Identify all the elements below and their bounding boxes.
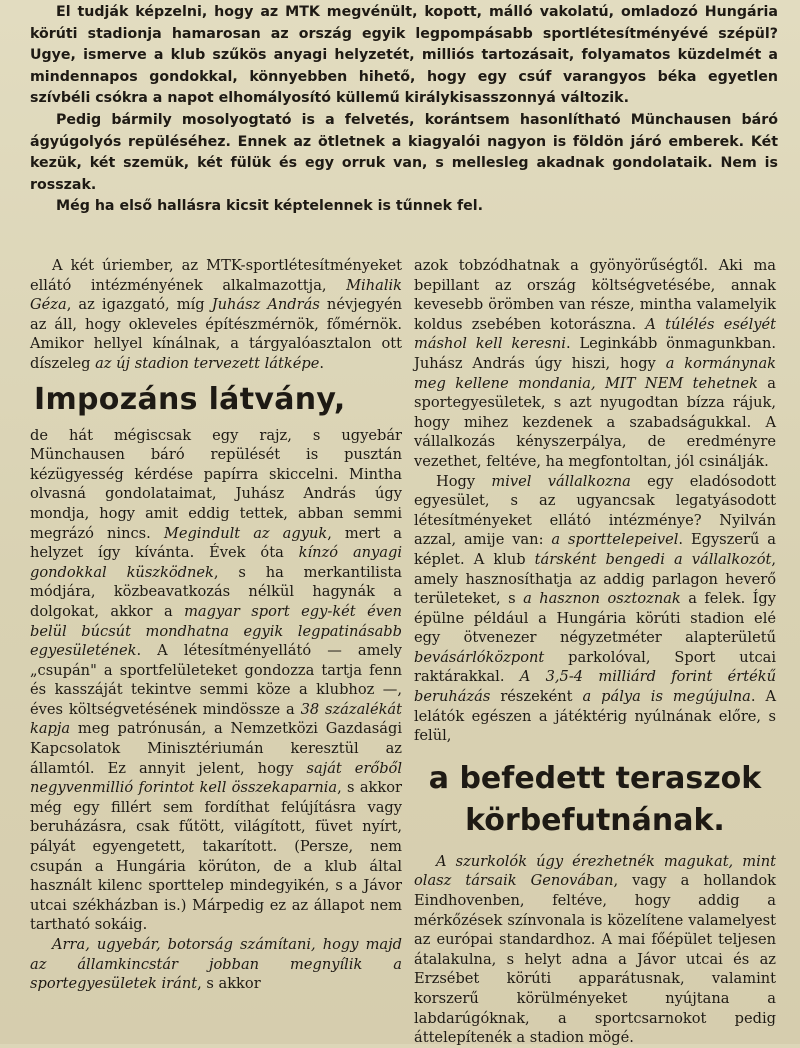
left-column xyxy=(30,256,402,994)
subheading-covered-terraces xyxy=(414,758,776,842)
subheading-line-2: körbefutnának. xyxy=(465,802,725,838)
lead-paragraph-1: El tudják képzelni, hogy az MTK megvénült, kopott, málló vakolatú, omladozó Hungária körúti stadionja hamarosan az ország egyik legpompásabb sportlétesítményévé szépül? Ugye, ismerve a klub szűkös anyagi helyzetét, milliós tartozásait, folyamatos küzdelmét a mindennapos gondokkal, könnyebben hihető, hogy egy csúf varangyos béka egyetlen szívbéli csókra a napot elhomályosító küllemű királykisasszonnyá változik. xyxy=(30,4,778,107)
right-column xyxy=(414,256,776,1048)
lead-paragraph-3: Még ha első hallásra kicsit képtelennek is tűnnek fel. xyxy=(56,198,484,215)
left-paragraph-2: de hát mégiscsak egy rajz, s ugyebár Münchausen báró repülését is pusztán kézügyesség kérdése papírra skiccelni. Mintha olvasná gondolataimat, Juhász András úgy mondja, hogy amit eddig tettek, abban semmi megrázó nincs. Megindult az agyuk, mert a helyzet így kívánta. Évek óta kínzó anyagi gondokkal küszködnek, s ha merkantilista módjára, közbeavatkozás nélkül hagynák a dolgokat, akkor a magyar sport egy-két éven belül búcsút mondhatna egyik legpatinásabb egyesületének. A létesítményellátó — amely „csupán" a sportfelületeket gondozza tartja fenn és kasszáját tekintve semmi köze a klubhoz —, éves költségvetésének mindössze a 38 százalékát kapja meg patrónusán, a Nemzetközi Gazdasági Kapcsolatok Minisztériumán keresztül az államtól. Ez annyit jelent, hogy saját erőből negyvenmillió forintot kell összekaparnia, s akkor még egy fillért sem fordíthat felújításra vagy beruházásra, csak fűtött, világított, füvet nyírt, pályát egyengetett, takarított. (Persze, nem csupán a Hungária körúton, de a klub által használt kilenc sporttelep mindegyikén, s a Jávor utcai székházban is.) Márpedig ez az állapot nem tartható sokáig. xyxy=(30,426,403,934)
article-lead xyxy=(30,2,778,218)
right-paragraph-1: azok tobzódhatnak a gyönyörűségtől. Aki ma bepillant az ország költségvetésébe, annak kevesebb örömben van része, mintha valamelyik koldus zsebében kotorászna. A túlélés esélyét máshol kell keresni. Leginkább önmagunkban. Juhász András úgy hiszi, hogy a kormánynak meg kellene mondania, MIT NEM tehetnek a sportegyesületek, s azt nyugodtan bízza rájuk, hogy mihez kezdenek a szabadságukkal. A vállalkozás kényszerpálya, de eredményre vezethet, feltéve, ha megfontoltan, jól csinálják. xyxy=(414,257,777,470)
left-paragraph-3: Arra, ugyebár, botorság számítani, hogy majd az államkincstár jobban megnyílik a sportegyesületek iránt, s akkor xyxy=(30,936,402,993)
subheading-impressive-view: Impozáns látvány, xyxy=(34,381,346,417)
left-paragraph-1: A két úriember, az MTK-sportlétesítményeket ellátó intézményének alkalmazottja, Mihalik Géza, az igazgató, míg Juhász András névjegyén az áll, hogy okleveles építészmérnök, főmérnök. Amikor hellyel kínálnak, a tárgyalóasztalon ott díszeleg az új stadion tervezett látképe. xyxy=(30,257,402,372)
right-paragraph-2: Hogy mivel vállalkozna egy eladósodott egyesület, s az ugyancsak legatyásodott létesítményeket ellátó intézménye? Nyilván azzal, amije van: a sporttelepeivel. Egyszerű a képlet. A klub társként bengedi a vállalkozót, amely hasznosíthatja az addig parlagon heverő területeket, s a hasznon osztoznak a felek. Így épülne például a Hungária körúti stadion elé egy ötvenezer négyzetméter alapterületű bevásárlóközpont parkolóval, Sport utcai raktárakkal. A 3,5-4 milliárd forint értékű beruházás részeként a pálya is megújulna. A lelátók egészen a játéktérig nyúlnának előre, s felül, xyxy=(414,472,777,745)
subheading-line-1: a befedett teraszok xyxy=(428,760,762,796)
lead-paragraph-2: Pedig bármily mosolyogtató is a felvetés, korántsem hasonlítható Münchausen báró ágyúgolyós repüléséhez. Ennek az ötletnek a kiagyalói nagyon is földön járó emberek. Két kezük, két szemük, két fülük és egy orruk van, s mellesleg akadnak gondolataik. Nem is rosszak. xyxy=(30,111,778,193)
right-paragraph-3: A szurkolók úgy érezhetnék magukat, mint olasz társaik Genovában, vagy a hollandok Eindhovenben, feltéve, hogy addig a mérkőzések színvonala is közelítene valamelyest az európai standardhoz. A mai főépület teljesen átalakulna, s helyt adna a Jávor utcai és az Erzsébet körúti apparátusnak, valamint korszerű körülményeket nyújtana a labdarúgóknak, a sportcsarnokot pedig áttelepítenék a stadion mögé. xyxy=(414,852,776,1047)
